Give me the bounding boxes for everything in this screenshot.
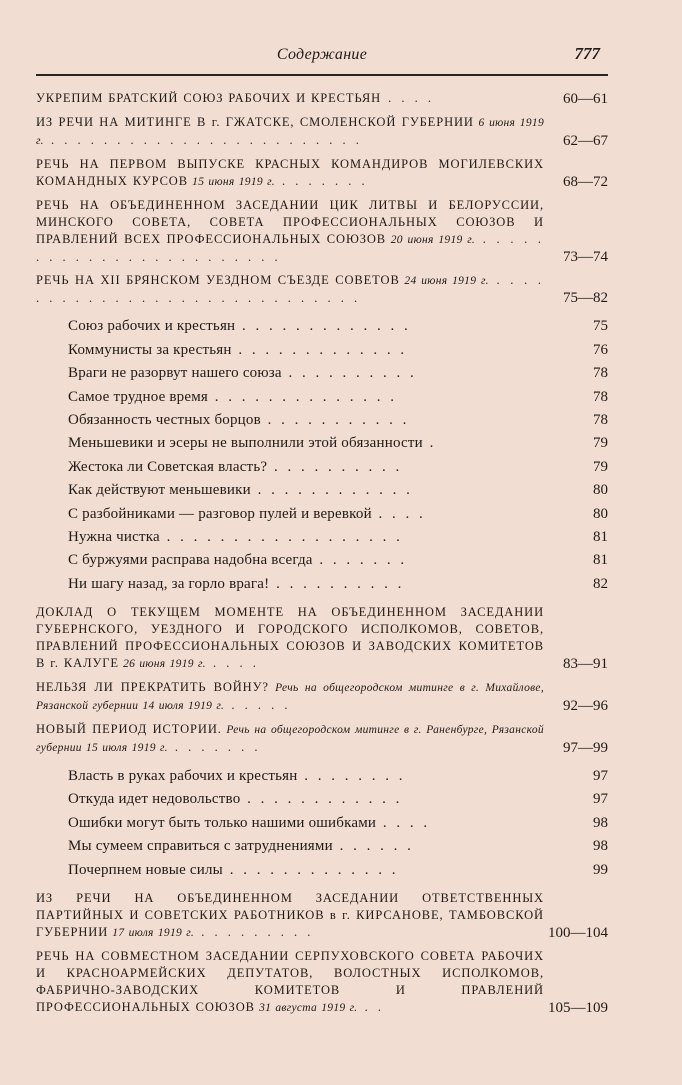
toc-subentry [68,477,608,500]
subentry-page: 98 [593,814,608,831]
subentry-page: 78 [593,365,608,382]
entry-pages: 60—61 [563,91,608,107]
toc-subentry [68,524,608,547]
toc-subentry [68,313,608,336]
toc-subentry [68,570,608,593]
entry-title: ИЗ РЕЧИ НА ОБЪЕДИНЕННОМ ЗАСЕДАНИИ ОТВЕТСТВЕННЫХ ПАРТИЙНЫХ И СОВЕТСКИХ РАБОТНИКОВ в г. КИРСАНОВЕ, ТАМБОВСКОЙ ГУБЕРНИИ [36,890,544,939]
subentry-title: Коммунисты за крестьян [68,341,232,358]
subentry-page: 99 [593,861,608,878]
table-of-contents [36,90,608,1023]
entry-title: РЕЧЬ НА СОВМЕСТНОМ ЗАСЕДАНИИ СЕРПУХОВСКОГО СОВЕТА РАБОЧИХ И КРАСНОАРМЕЙСКИХ ДЕПУТАТОВ, ВОЛОСТНЫХ ИСПОЛКОМОВ, ФАБРИЧНО-ЗАВОДСКИХ КОМИТЕТОВ И ПРАВЛЕНИЙ ПРОФЕССИОНАЛЬНЫХ СОЮЗОВ [36,948,544,1014]
entry-pages: 100—104 [548,924,608,941]
toc-subentry [68,453,608,476]
entry-pages: 68—72 [563,174,608,190]
entry-date: 15 июня 1919 г. [187,176,275,188]
toc-subentry [68,833,608,856]
toc-subentry [68,383,608,406]
entry-date: 31 августа 1919 г. [254,1001,358,1014]
leader-dots: . [422,435,437,452]
leader-dots: . . . . . . . . . . . . . . . . . . . . . . . . . . . . . [36,273,544,305]
subentry-title: Союз рабочих и крестьян [68,318,236,335]
subentry-title: Власть в руках рабочих и крестьян [68,768,298,785]
leader-dots: . . . . [376,814,431,831]
entry-date: Речь на общегородском митинге в г. Михайлове, Рязанской губернии 14 июля 1919 г. [36,681,545,712]
leader-dots: . . . . . . . . . . . . . [235,318,411,335]
entry-title: РЕЧЬ НА ОБЪЕДИНЕННОМ ЗАСЕДАНИИ ЦИК ЛИТВЫ И БЕЛОРУССИИ, МИНСКОГО СОВЕТА, СОВЕТА ПРОФЕССИОНАЛЬНЫХ СОЮЗОВ И ПРАВЛЕНИЙ ВСЕХ ПРОФЕССИОНАЛЬНЫХ СОЮЗОВ [36,198,544,246]
subentry-title: Мы сумеем справиться с затруднениями [68,838,333,855]
leader-dots: . . . . . . . [312,552,408,569]
entry-date: 17 июля 1919 г. [108,926,195,939]
toc-subentry [68,500,608,523]
entry-date: Речь на общегородском митинге в г. Раненбурге, Рязанской губернии 15 июля 1919 г. [36,723,544,754]
toc-subentry [68,407,608,430]
subentry-title: С буржуями расправа надобна всегда [68,552,313,569]
subsection-list [36,313,608,594]
leader-dots: . . . . . . . . . . . . . [222,861,399,878]
toc-subentry [68,856,608,879]
subentry-page: 97 [593,768,608,785]
toc-entry [36,90,608,108]
toc-subentry [68,547,608,570]
leader-dots: . . . . . . [332,838,414,855]
subentry-title: Враги не разорвут нашего союза [68,365,282,382]
leader-dots: . . . . . . . . . . . . [250,482,413,499]
entry-pages: 62—67 [563,133,608,149]
leader-dots: . . . . . . . . . . . . . . . . . . . . . . . . [43,133,362,147]
entry-date: 6 июня 1919 г. [36,117,544,147]
toc-entry [36,890,608,942]
header-page-number: 777 [574,44,600,63]
toc-entry [36,721,608,757]
leader-dots: . . . . [205,655,259,670]
leader-dots: . . . . . . . . . . . . . [231,341,408,358]
leader-dots: . . . . . . . . . . . [260,411,410,428]
leader-dots: . . . . . . . . . . . . . . . . . . . . . . . . [36,232,545,264]
leader-dots: . . . . . . . . . . . . . . [208,388,398,405]
subentry-title: Как действуют меньшевики [68,482,251,499]
subentry-page: 80 [593,482,608,499]
entry-title: НОВЫЙ ПЕРИОД ИСТОРИИ. [36,721,222,736]
running-header [36,38,608,76]
entry-title: УКРЕПИМ БРАТСКИЙ СОЮЗ РАБОЧИХ И КРЕСТЬЯН [36,91,382,105]
subentry-page: 81 [593,552,608,569]
subentry-page: 75 [593,318,608,335]
leader-dots: . . . . . . . . . . [281,365,417,382]
leader-dots: . . . . . [224,697,291,712]
leader-dots: . . [357,999,384,1014]
toc-subentry [68,430,608,453]
subentry-page: 98 [593,838,608,855]
toc-subentry [68,763,608,786]
entry-title: НЕЛЬЗЯ ЛИ ПРЕКРАТИТЬ ВОЙНУ? [36,679,269,694]
subentry-title: Почерпнем новые силы [68,861,223,878]
subentry-page: 76 [593,341,608,358]
toc-entry [36,604,608,673]
subentry-page: 79 [593,458,608,475]
leader-dots: . . . . [371,505,426,522]
leader-dots: . . . . . . . . . [194,924,314,939]
subentry-page: 81 [593,528,608,545]
entry-pages: 105—109 [548,999,608,1016]
toc-entry [36,156,608,191]
entry-date: 26 июня 1919 г. [118,657,206,670]
leader-dots: . . . . . . . . [297,768,406,785]
entry-pages: 92—96 [563,697,608,714]
entry-pages: 83—91 [563,655,608,672]
toc-entry [36,679,608,715]
subentry-page: 97 [593,791,608,808]
subentry-title: С разбойниками — разговор пулей и веревкой [68,505,372,522]
subentry-page: 78 [593,411,608,428]
toc-entry [36,272,608,307]
subsection-list [36,763,608,880]
subentry-title: Меньшевики и эсеры не выполнили этой обязанности [68,435,423,452]
toc-entry [36,114,608,150]
subentry-title: Нужна чистка [68,528,160,545]
toc-entry [36,948,608,1017]
subentry-page: 80 [593,505,608,522]
header-title: Содержание [276,46,368,63]
subentry-title: Жестока ли Советская власть? [68,458,268,475]
leader-dots: . . . . . . . . . . . . [240,791,403,808]
leader-dots: . . . . . . . [167,739,261,754]
entry-pages: 75—82 [563,290,608,306]
leader-dots: . . . . . . . . . . . . . . . . . . [159,528,403,545]
toc-subentry [68,786,608,809]
entry-pages: 97—99 [563,739,608,756]
entry-title: ИЗ РЕЧИ НА МИТИНГЕ В г. ГЖАТСКЕ, СМОЛЕНСКОЙ ГУБЕРНИИ [36,115,474,129]
leader-dots: . . . . . . . [274,174,368,188]
leader-dots: . . . . . . . . . . [269,575,405,592]
subentry-title: Ошибки могут быть только нашими ошибками [68,814,377,831]
toc-subentry [68,809,608,832]
entry-pages: 73—74 [563,249,608,265]
leader-dots: . . . . [381,91,435,105]
entry-title: ДОКЛАД О ТЕКУЩЕМ МОМЕНТЕ НА ОБЪЕДИНЕННОМ ЗАСЕДАНИИ ГУБЕРНСКОГО, УЕЗДНОГО И ГОРОДСКОГО ИСПОЛКОМОВ, СОВЕТОВ, ПРАВЛЕНИЙ ПРОФЕССИОНАЛЬНЫХ СОЮЗОВ И ЗАВОДСКИХ КОМИТЕТОВ В г. КАЛУГЕ [36,604,544,670]
entry-title: РЕЧЬ НА ПЕРВОМ ВЫПУСКЕ КРАСНЫХ КОМАНДИРОВ МОГИЛЕВСКИХ КОМАНДНЫХ КУРСОВ [36,157,544,188]
entry-date: 20 июня 1919 г. [386,234,476,246]
entry-date: 24 июня 1919 г. [399,275,489,287]
toc-entry [36,197,608,266]
subentry-title: Ни шагу назад, за горло врага! [68,575,270,592]
subentry-title: Самое трудное время [68,388,209,405]
subentry-title: Обязанность честных борцов [68,411,261,428]
leader-dots: . . . . . . . . . . [267,458,403,475]
subentry-page: 82 [593,575,608,592]
entry-title: РЕЧЬ НА XII БРЯНСКОМ УЕЗДНОМ СЪЕЗДЕ СОВЕТОВ [36,273,400,287]
toc-subentry [68,360,608,383]
toc-subentry [68,336,608,359]
subentry-page: 79 [593,435,608,452]
subentry-title: Откуда идет недовольство [68,791,241,808]
subentry-page: 78 [593,388,608,405]
